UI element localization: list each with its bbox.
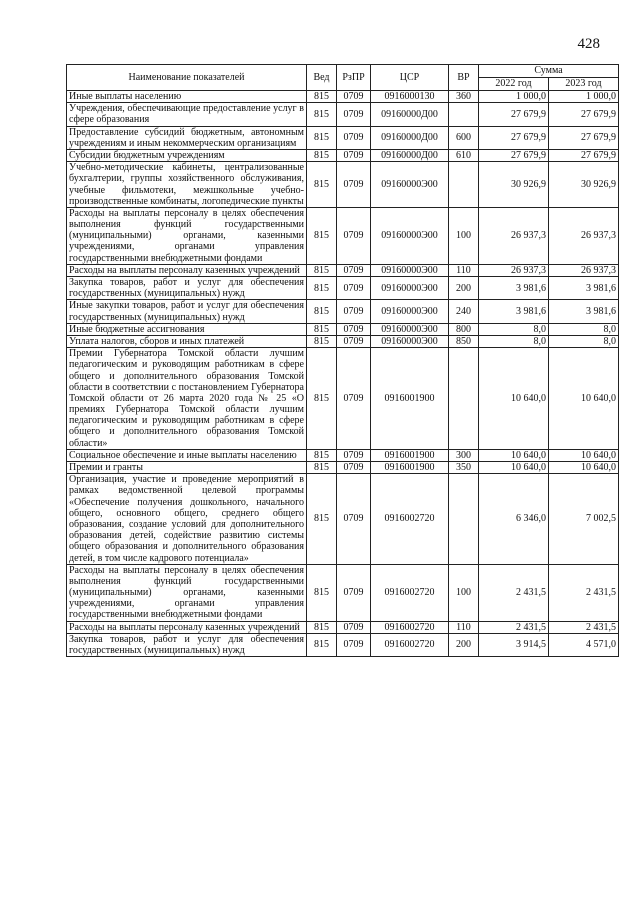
row-sum-2022: 30 926,9 bbox=[479, 162, 549, 208]
header-year-2022: 2022 год bbox=[479, 78, 549, 91]
table-row bbox=[67, 277, 619, 300]
row-ved: 815 bbox=[307, 91, 337, 103]
row-ved: 815 bbox=[307, 264, 337, 276]
row-rzpr: 0709 bbox=[337, 474, 371, 565]
table-row bbox=[67, 300, 619, 323]
row-ved: 815 bbox=[307, 335, 337, 347]
table-row bbox=[67, 323, 619, 335]
row-ved: 815 bbox=[307, 621, 337, 633]
row-vr: 240 bbox=[449, 300, 479, 323]
row-name: Премии и гранты bbox=[67, 462, 307, 474]
row-name: Расходы на выплаты персоналу в целях обеспечения выполнения функций государственными (муниципальными) органами, казенными учреждениями, органами управления государственными внебюджетными фондами bbox=[67, 207, 307, 264]
table-row bbox=[67, 348, 619, 450]
row-ved: 815 bbox=[307, 149, 337, 161]
row-csr: 0916001900 bbox=[371, 348, 449, 450]
row-vr: 200 bbox=[449, 633, 479, 656]
row-sum-2022: 27 679,9 bbox=[479, 126, 549, 149]
row-csr: 0916001900 bbox=[371, 449, 449, 461]
row-vr: 800 bbox=[449, 323, 479, 335]
row-rzpr: 0709 bbox=[337, 264, 371, 276]
row-sum-2022: 8,0 bbox=[479, 335, 549, 347]
table-row bbox=[67, 162, 619, 208]
row-name: Премии Губернатора Томской области лучшим педагогическим и руководящим работникам в сфере общего и дополнительного образования Томской области в соответствии с постановлением Губернатора Томской области от 26 марта 2020 года № 25 «О премиях Губернатора Томской области лучшим педагогическим и руководящим работникам в сфере общего и дополнительного образования Томской области» bbox=[67, 348, 307, 450]
row-rzpr: 0709 bbox=[337, 323, 371, 335]
row-sum-2023: 3 981,6 bbox=[549, 300, 619, 323]
row-sum-2022: 27 679,9 bbox=[479, 149, 549, 161]
row-csr: 09160000Э00 bbox=[371, 300, 449, 323]
table-row bbox=[67, 474, 619, 565]
row-ved: 815 bbox=[307, 300, 337, 323]
row-rzpr: 0709 bbox=[337, 149, 371, 161]
row-vr bbox=[449, 162, 479, 208]
row-ved: 815 bbox=[307, 348, 337, 450]
row-sum-2023: 27 679,9 bbox=[549, 126, 619, 149]
row-csr: 0916002720 bbox=[371, 621, 449, 633]
row-rzpr: 0709 bbox=[337, 462, 371, 474]
row-sum-2022: 10 640,0 bbox=[479, 449, 549, 461]
table-row bbox=[67, 335, 619, 347]
row-rzpr: 0709 bbox=[337, 162, 371, 208]
row-sum-2022: 10 640,0 bbox=[479, 462, 549, 474]
table-row bbox=[67, 207, 619, 264]
row-vr: 110 bbox=[449, 621, 479, 633]
page-number: 428 bbox=[577, 36, 600, 52]
row-name: Учреждения, обеспечивающие предоставление услуг в сфере образования bbox=[67, 103, 307, 126]
row-name: Расходы на выплаты персоналу казенных учреждений bbox=[67, 621, 307, 633]
table-row bbox=[67, 462, 619, 474]
row-vr: 350 bbox=[449, 462, 479, 474]
row-rzpr: 0709 bbox=[337, 103, 371, 126]
table-row bbox=[67, 126, 619, 149]
row-name: Закупка товаров, работ и услуг для обеспечения государственных (муниципальных) нужд bbox=[67, 633, 307, 656]
row-vr: 360 bbox=[449, 91, 479, 103]
row-rzpr: 0709 bbox=[337, 277, 371, 300]
row-csr: 0916002720 bbox=[371, 633, 449, 656]
header-vr: ВР bbox=[449, 65, 479, 91]
table-row bbox=[67, 91, 619, 103]
row-sum-2022: 27 679,9 bbox=[479, 103, 549, 126]
row-vr: 600 bbox=[449, 126, 479, 149]
row-sum-2023: 30 926,9 bbox=[549, 162, 619, 208]
row-sum-2023: 1 000,0 bbox=[549, 91, 619, 103]
row-ved: 815 bbox=[307, 449, 337, 461]
row-vr bbox=[449, 348, 479, 450]
row-sum-2023: 8,0 bbox=[549, 323, 619, 335]
row-sum-2023: 2 431,5 bbox=[549, 621, 619, 633]
row-vr: 100 bbox=[449, 564, 479, 621]
table-row bbox=[67, 103, 619, 126]
table-row bbox=[67, 621, 619, 633]
row-ved: 815 bbox=[307, 633, 337, 656]
row-csr: 0916000130 bbox=[371, 91, 449, 103]
row-sum-2023: 8,0 bbox=[549, 335, 619, 347]
row-sum-2023: 26 937,3 bbox=[549, 264, 619, 276]
row-csr: 09160000Э00 bbox=[371, 323, 449, 335]
row-name: Уплата налогов, сборов и иных платежей bbox=[67, 335, 307, 347]
row-name: Учебно-методические кабинеты, централизованные бухгалтерии, группы хозяйственного обслуживания, учебные фильмотеки, межшкольные учебно-производственные комбинаты, логопедические пункты bbox=[67, 162, 307, 208]
header-name: Наименование показателей bbox=[67, 65, 307, 91]
row-sum-2023: 27 679,9 bbox=[549, 103, 619, 126]
header-sum: Сумма bbox=[479, 65, 619, 78]
row-vr bbox=[449, 103, 479, 126]
row-sum-2022: 26 937,3 bbox=[479, 264, 549, 276]
row-rzpr: 0709 bbox=[337, 335, 371, 347]
row-ved: 815 bbox=[307, 462, 337, 474]
row-sum-2022: 6 346,0 bbox=[479, 474, 549, 565]
row-sum-2022: 2 431,5 bbox=[479, 564, 549, 621]
table-row bbox=[67, 264, 619, 276]
row-vr: 610 bbox=[449, 149, 479, 161]
header-ved: Вед bbox=[307, 65, 337, 91]
row-ved: 815 bbox=[307, 564, 337, 621]
row-vr bbox=[449, 474, 479, 565]
row-rzpr: 0709 bbox=[337, 126, 371, 149]
row-csr: 0916002720 bbox=[371, 474, 449, 565]
row-rzpr: 0709 bbox=[337, 621, 371, 633]
row-sum-2022: 3 981,6 bbox=[479, 300, 549, 323]
row-name: Расходы на выплаты персоналу в целях обеспечения выполнения функций государственными (муниципальными) органами, казенными учреждениями, органами управления государственными внебюджетными фондами bbox=[67, 564, 307, 621]
row-sum-2022: 8,0 bbox=[479, 323, 549, 335]
row-csr: 09160000Э00 bbox=[371, 207, 449, 264]
row-csr: 09160000Д00 bbox=[371, 126, 449, 149]
row-rzpr: 0709 bbox=[337, 91, 371, 103]
row-ved: 815 bbox=[307, 162, 337, 208]
row-sum-2022: 3 981,6 bbox=[479, 277, 549, 300]
row-csr: 09160000Д00 bbox=[371, 149, 449, 161]
row-sum-2023: 10 640,0 bbox=[549, 348, 619, 450]
row-sum-2023: 3 981,6 bbox=[549, 277, 619, 300]
row-vr: 300 bbox=[449, 449, 479, 461]
row-name: Иные закупки товаров, работ и услуг для обеспечения государственных (муниципальных) нужд bbox=[67, 300, 307, 323]
row-sum-2023: 7 002,5 bbox=[549, 474, 619, 565]
row-csr: 0916001900 bbox=[371, 462, 449, 474]
row-sum-2022: 3 914,5 bbox=[479, 633, 549, 656]
row-name: Субсидии бюджетным учреждениям bbox=[67, 149, 307, 161]
row-csr: 09160000Э00 bbox=[371, 335, 449, 347]
row-rzpr: 0709 bbox=[337, 564, 371, 621]
row-rzpr: 0709 bbox=[337, 633, 371, 656]
row-name: Расходы на выплаты персоналу казенных учреждений bbox=[67, 264, 307, 276]
row-sum-2022: 26 937,3 bbox=[479, 207, 549, 264]
row-name: Иные бюджетные ассигнования bbox=[67, 323, 307, 335]
row-name: Закупка товаров, работ и услуг для обеспечения государственных (муниципальных) нужд bbox=[67, 277, 307, 300]
row-sum-2023: 27 679,9 bbox=[549, 149, 619, 161]
row-vr: 850 bbox=[449, 335, 479, 347]
table-row bbox=[67, 449, 619, 461]
row-sum-2022: 1 000,0 bbox=[479, 91, 549, 103]
row-ved: 815 bbox=[307, 323, 337, 335]
header-csr: ЦСР bbox=[371, 65, 449, 91]
table-row bbox=[67, 149, 619, 161]
row-rzpr: 0709 bbox=[337, 300, 371, 323]
row-name: Социальное обеспечение и иные выплаты населению bbox=[67, 449, 307, 461]
row-csr: 09160000Э00 bbox=[371, 264, 449, 276]
row-csr: 0916002720 bbox=[371, 564, 449, 621]
table-row bbox=[67, 564, 619, 621]
row-ved: 815 bbox=[307, 474, 337, 565]
row-rzpr: 0709 bbox=[337, 207, 371, 264]
row-sum-2023: 2 431,5 bbox=[549, 564, 619, 621]
row-name: Организация, участие и проведение мероприятий в рамках ведомственной целевой программы «Обеспечение получения дошкольного, начального общего, основного общего, среднего общего образования, создание условий для дополнительного образования детей, содействие развитию системы общего образования и дополнительного образования детей, в том числе кадрового потенциала» bbox=[67, 474, 307, 565]
row-vr: 110 bbox=[449, 264, 479, 276]
row-sum-2023: 10 640,0 bbox=[549, 462, 619, 474]
budget-table bbox=[66, 64, 619, 657]
row-csr: 09160000Д00 bbox=[371, 103, 449, 126]
row-ved: 815 bbox=[307, 277, 337, 300]
table-body bbox=[67, 91, 619, 657]
header-rzpr: РзПР bbox=[337, 65, 371, 91]
row-rzpr: 0709 bbox=[337, 348, 371, 450]
row-vr: 100 bbox=[449, 207, 479, 264]
row-csr: 09160000Э00 bbox=[371, 277, 449, 300]
row-sum-2022: 2 431,5 bbox=[479, 621, 549, 633]
row-name: Предоставление субсидий бюджетным, автономным учреждениям и иным некоммерческим организациям bbox=[67, 126, 307, 149]
table-row bbox=[67, 633, 619, 656]
row-ved: 815 bbox=[307, 126, 337, 149]
row-name: Иные выплаты населению bbox=[67, 91, 307, 103]
row-vr: 200 bbox=[449, 277, 479, 300]
header-year-2023: 2023 год bbox=[549, 78, 619, 91]
row-csr: 09160000Э00 bbox=[371, 162, 449, 208]
row-rzpr: 0709 bbox=[337, 449, 371, 461]
row-sum-2023: 10 640,0 bbox=[549, 449, 619, 461]
row-ved: 815 bbox=[307, 207, 337, 264]
row-sum-2022: 10 640,0 bbox=[479, 348, 549, 450]
row-ved: 815 bbox=[307, 103, 337, 126]
row-sum-2023: 4 571,0 bbox=[549, 633, 619, 656]
row-sum-2023: 26 937,3 bbox=[549, 207, 619, 264]
